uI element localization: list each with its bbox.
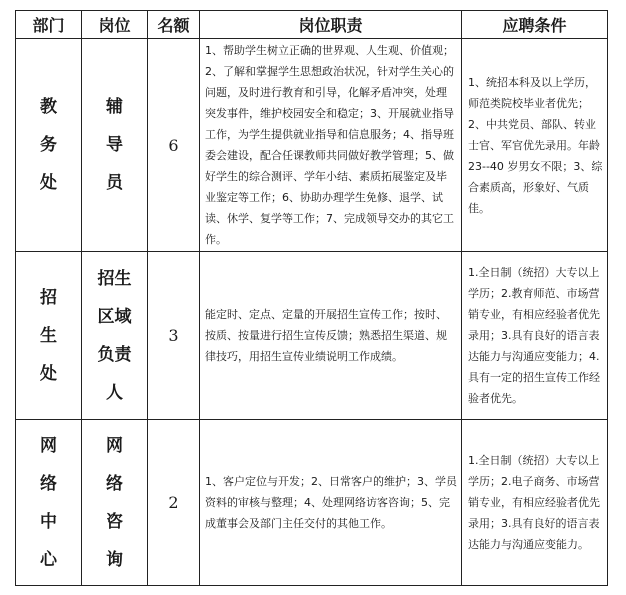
duties-text: 能定时、定点、定量的开展招生宣传工作；按时、按质、按量进行招生宣传反馈；熟悉招生渠道、规律技巧，用招生宣传业绩说明工作成绩。 <box>205 308 447 363</box>
position-char: 人 <box>106 382 123 403</box>
position-char: 咨 <box>106 511 123 532</box>
quota-cell: 3 <box>148 252 200 420</box>
dept-cell <box>16 420 82 586</box>
header-dept: 部门 <box>16 11 82 39</box>
header-requirements: 应聘条件 <box>462 11 608 39</box>
dept-char: 招 <box>40 287 57 308</box>
position-char: 询 <box>106 549 123 570</box>
position-char: 区域 <box>97 306 132 327</box>
position-cell <box>82 39 148 252</box>
position-char: 辅 <box>106 97 123 117</box>
dept-char: 处 <box>40 173 57 193</box>
position-cell <box>82 420 148 586</box>
duties-cell <box>200 420 462 586</box>
position-char: 网 <box>106 435 123 456</box>
position-char: 负责 <box>97 344 132 365</box>
dept-char: 教 <box>40 97 57 117</box>
position-char: 导 <box>106 135 123 155</box>
duties-text: 1、帮助学生树立正确的世界观、人生观、价值观；2、了解和掌握学生思想政治状况，针对学生关心的问题，及时进行教育和引导，化解矛盾冲突，处理突发事件，维护校园安全和稳定；3、开展就业指导工作，为学生提供就业指导和信息服务；4、指导班委会建设，配合任课教师共同做好教学管理；5、做好学生的综合测评、学年小结、素质拓展鉴定及毕业鉴定等工作；6、协助办理学生免修、退学、试读、休学、复学等工作；7、完成领导交办的其它工作。 <box>205 44 454 246</box>
dept-char: 网 <box>40 435 57 456</box>
table-row <box>16 420 608 586</box>
table-row <box>16 252 608 420</box>
quota-cell: 2 <box>148 420 200 586</box>
duties-cell <box>200 252 462 420</box>
position-cell <box>82 252 148 420</box>
requirements-text: 1、统招本科及以上学历，师范类院校毕业者优先；2、中共党员、部队、转业士官、军官优先录用。年龄 23--40 岁男女不限；3、综合素质高，形象好、气质佳。 <box>468 75 603 215</box>
position-char: 络 <box>106 473 123 494</box>
requirements-text: 1.全日制（统招）大专以上学历；2.教育师范、市场营销专业，有相应经验者优先录用；3.具有良好的语言表达能力与沟通应变能力；4.具有一定的招生宣传工作经验者优先。 <box>468 266 600 405</box>
dept-char: 心 <box>40 549 57 570</box>
requirements-text: 1.全日制（统招）大专以上学历；2.电子商务、市场营销专业，有相应经验者优先录用；3.具有良好的语言表达能力与沟通应变能力。 <box>468 454 600 551</box>
header-position: 岗位 <box>82 11 148 39</box>
duties-text: 1、客户定位与开发；2、日常客户的维护；3、学员资料的审核与整理；4、处理网络访客咨询；5、完成董事会及部门主任交付的其他工作。 <box>205 475 457 530</box>
dept-char: 中 <box>40 511 57 532</box>
dept-char: 务 <box>40 135 57 155</box>
recruitment-table <box>15 10 608 586</box>
requirements-cell <box>462 39 608 252</box>
table-row <box>16 39 608 252</box>
dept-char: 处 <box>40 363 57 384</box>
dept-char: 生 <box>40 325 57 346</box>
position-char: 员 <box>106 173 123 193</box>
duties-cell <box>200 39 462 252</box>
header-quota: 名额 <box>148 11 200 39</box>
requirements-cell <box>462 420 608 586</box>
dept-char: 络 <box>40 473 57 494</box>
header-duties: 岗位职责 <box>200 11 462 39</box>
position-char: 招生 <box>97 268 132 289</box>
dept-cell <box>16 39 82 252</box>
quota-cell: 6 <box>148 39 200 252</box>
dept-cell <box>16 252 82 420</box>
requirements-cell <box>462 252 608 420</box>
header-row <box>16 11 608 39</box>
